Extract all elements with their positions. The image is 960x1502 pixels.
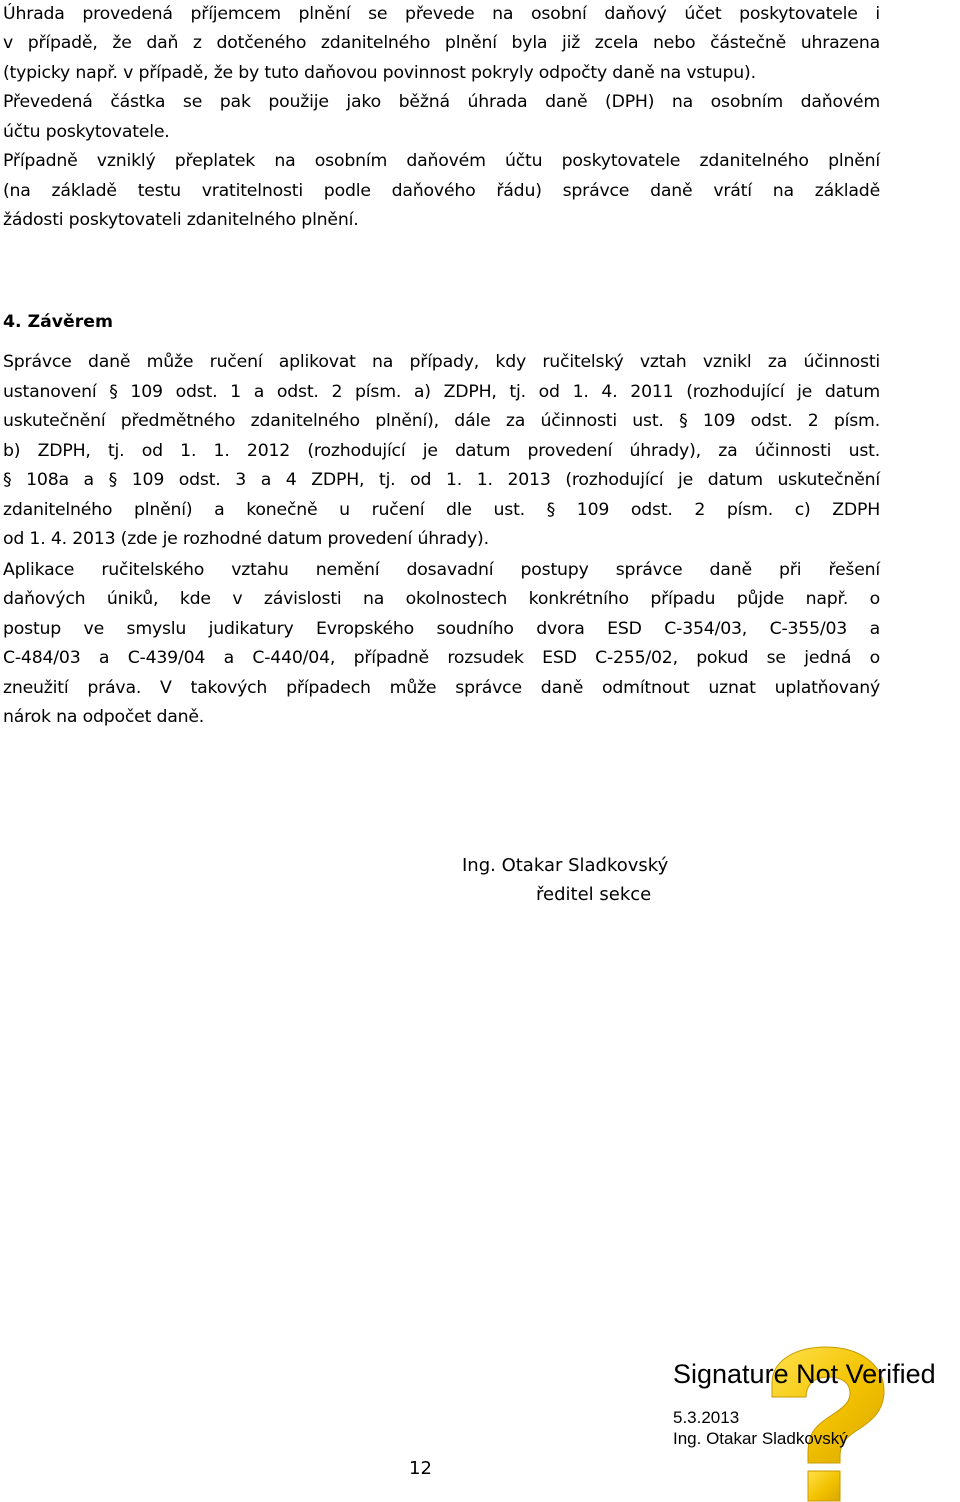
text-line: (typicky např. v případě, že by tuto daňovou povinnost pokryly odpočty daně na vstupu). <box>3 63 756 83</box>
text-line: v případě, že daň z dotčeného zdanitelného plnění byla již zcela nebo částečně uhrazena <box>3 33 880 53</box>
signature-date: 5.3.2013 <box>673 1408 740 1427</box>
text-line: uskutečnění předmětného zdanitelného plnění), dále za účinnosti ust. § 109 odst. 2 písm. <box>3 411 880 431</box>
text-line: Převedená částka se pak použije jako běžná úhrada daně (DPH) na osobním daňovém <box>3 92 880 112</box>
page-number: 12 <box>409 1458 432 1479</box>
text-line: b) ZDPH, tj. od 1. 1. 2012 (rozhodující je datum provedení úhrady), za účinnosti ust. <box>3 441 880 461</box>
text-line: Případně vzniklý přeplatek na osobním daňovém účtu poskytovatele zdanitelného plnění <box>3 151 880 171</box>
text-line: nárok na odpočet daně. <box>3 707 205 727</box>
text-line: Správce daně může ručení aplikovat na případy, kdy ručitelský vztah vznikl za účinnosti <box>3 352 880 372</box>
text-line: od 1. 4. 2013 (zde je rozhodné datum provedení úhrady). <box>3 529 489 549</box>
signatory-title: ředitel sekce <box>536 884 652 905</box>
text-line: Aplikace ručitelského vztahu nemění dosavadní postupy správce daně při řešení <box>3 560 880 580</box>
signature-signer: Ing. Otakar Sladkovský <box>673 1429 848 1448</box>
signature-status: Signature Not Verified <box>673 1359 936 1389</box>
text-line: Úhrada provedená příjemcem plnění se převede na osobní daňový účet poskytovatele i <box>3 4 880 24</box>
text-line: C-484/03 a C-439/04 a C-440/04, případně rozsudek ESD C-255/02, pokud se jedná o <box>3 648 880 668</box>
text-line: účtu poskytovatele. <box>3 122 170 142</box>
signatory-name: Ing. Otakar Sladkovský <box>462 855 669 876</box>
section-heading: 4. Závěrem <box>3 312 114 332</box>
digital-signature-stamp[interactable] <box>670 1345 960 1502</box>
text-line: ustanovení § 109 odst. 1 a odst. 2 písm. a) ZDPH, tj. od 1. 4. 2011 (rozhodující je datum <box>3 382 880 402</box>
text-line: daňových úniků, kde v závislosti na okolnostech konkrétního případu půjde např. o <box>3 589 880 609</box>
text-line: § 108a a § 109 odst. 3 a 4 ZDPH, tj. od 1. 1. 2013 (rozhodující je datum uskutečnění <box>3 470 880 490</box>
text-line: postup ve smyslu judikatury Evropského soudního dvora ESD C-354/03, C-355/03 a <box>3 619 880 639</box>
text-line: žádosti poskytovateli zdanitelného plnění. <box>3 210 359 230</box>
text-line: (na základě testu vratitelnosti podle daňového řádu) správce daně vrátí na základě <box>3 181 880 201</box>
text-line: zdanitelného plnění) a konečně u ručení dle ust. § 109 odst. 2 písm. c) ZDPH <box>3 500 880 520</box>
text-line: zneužití práva. V takových případech může správce daně odmítnout uznat uplatňovaný <box>3 678 880 698</box>
